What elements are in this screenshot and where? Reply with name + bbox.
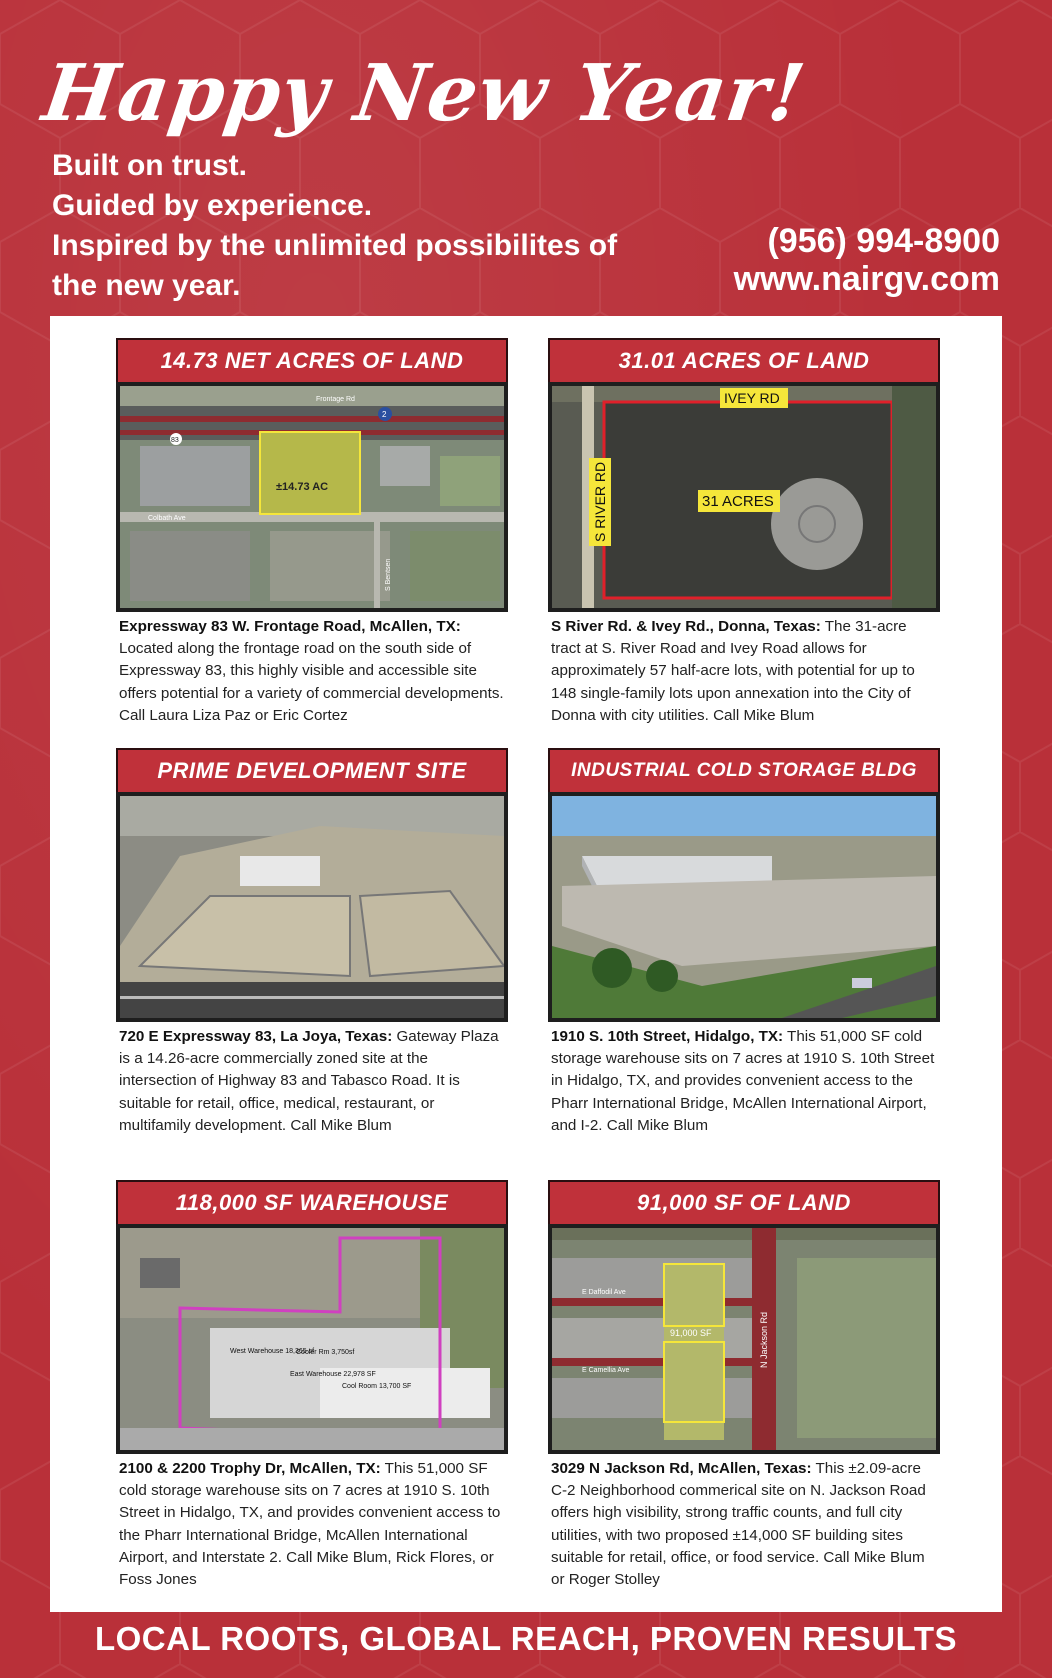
tagline-line: the new year. <box>52 269 241 302</box>
map-label: Frontage Rd <box>316 396 355 403</box>
listing-description <box>116 1458 508 1591</box>
tagline-line: Guided by experience. <box>52 189 373 222</box>
map-label: IVEY RD <box>724 390 780 406</box>
listing-heading: PRIME DEVELOPMENT SITE <box>116 748 508 792</box>
listing-heading: 14.73 NET ACRES OF LAND <box>116 338 508 382</box>
listing-description <box>548 1458 940 1591</box>
contact-info <box>734 222 1000 298</box>
map-label: East Warehouse 22,978 SF <box>290 1371 376 1378</box>
listing-description <box>116 616 508 727</box>
map-label: West Warehouse 18,365 sf <box>230 1348 315 1355</box>
listing-card[interactable] <box>548 748 940 1137</box>
aerial-map-image <box>116 1224 508 1454</box>
map-label: N Jackson Rd <box>759 1311 769 1368</box>
aerial-photo-image <box>548 792 940 1022</box>
map-label: 91,000 SF <box>670 1328 712 1338</box>
listing-address: 720 E Expressway 83, La Joya, Texas: <box>119 1028 393 1045</box>
listing-address: 2100 & 2200 Trophy Dr, McAllen, TX: <box>119 1460 381 1477</box>
map-label: ±14.73 AC <box>276 481 329 493</box>
listing-text: This ±2.09-acre C-2 Neighborhood commerical site on N. Jackson Road offers high visibility, strong traffic counts, and full city utilities, with two proposed ±14,000 SF building sites suitable for retail, office, or food service. Call Mike Blum or Roger Stolley <box>551 1460 926 1589</box>
listing-heading: INDUSTRIAL COLD STORAGE BLDG <box>548 748 940 792</box>
aerial-map-image <box>548 1224 940 1454</box>
listing-text: Gateway Plaza is a 14.26-acre commercially zoned site at the intersection of Highway 83 and Tabasco Road. It is suitable for retail, office, medical, restaurant, or multifamily development. Call Mike Blum <box>119 1028 499 1134</box>
phone-number[interactable]: (956) 994-8900 <box>767 222 1000 260</box>
listing-address: 3029 N Jackson Rd, McAllen, Texas: <box>551 1460 812 1477</box>
listing-address: Expressway 83 W. Frontage Road, McAllen, TX: <box>119 618 461 635</box>
page-title: Happy New Year! <box>37 48 811 139</box>
listing-heading: 31.01 ACRES OF LAND <box>548 338 940 382</box>
map-label: E Camellia Ave <box>582 1367 630 1374</box>
map-label: E Daffodil Ave <box>582 1289 626 1296</box>
listing-address: S River Rd. & Ivey Rd., Donna, Texas: <box>551 618 821 635</box>
listing-description <box>548 1026 940 1137</box>
map-label: S RIVER RD <box>592 461 608 542</box>
listing-text: The 31-acre tract at S. River Road and Ivey Road allows for approximately 57 half-acre lots, with potential for up to 148 single-family lots upon annexation into the City of Donna with city utilities. Call Mike Blum <box>551 618 915 724</box>
tagline <box>52 146 617 306</box>
listing-heading: 118,000 SF WAREHOUSE <box>116 1180 508 1224</box>
aerial-photo-image <box>116 792 508 1022</box>
listing-card[interactable] <box>116 338 508 727</box>
map-label: Colbath Ave <box>148 515 186 522</box>
listing-card[interactable] <box>548 1180 940 1591</box>
website-link[interactable]: www.nairgv.com <box>733 260 1000 298</box>
listing-card[interactable] <box>548 338 940 727</box>
tagline-line: Built on trust. <box>52 149 247 182</box>
listing-text: This 51,000 SF cold storage warehouse sits on 7 acres at 1910 S. 10th Street in Hidalgo, TX, and provides convenient access to the Pharr International Bridge, McAllen International Airport, and I-2. Call Mike Blum <box>551 1028 935 1134</box>
map-label: 2 <box>382 410 387 419</box>
map-label: Cooler Rm 3,750sf <box>296 1349 355 1356</box>
map-label: Cool Room 13,700 SF <box>342 1383 412 1390</box>
aerial-map-image <box>116 382 508 612</box>
listing-description <box>116 1026 508 1137</box>
listing-card[interactable] <box>116 1180 508 1591</box>
footer-slogan: LOCAL ROOTS, GLOBAL REACH, PROVEN RESULTS <box>94 1620 958 1657</box>
listing-description <box>548 616 940 727</box>
listing-text: Located along the frontage road on the south side of Expressway 83, this highly visible and accessible site offers potential for a variety of commercial developments. Call Laura Liza Paz or Eric Cortez <box>119 640 504 724</box>
aerial-map-image <box>548 382 940 612</box>
listing-heading: 91,000 SF OF LAND <box>548 1180 940 1224</box>
listing-text: This 51,000 SF cold storage warehouse sits on 7 acres at 1910 S. 10th Street in Hidalgo, TX, and provides convenient access to the Pharr International Bridge, McAllen International Airport, and Interstate 2. Call Mike Blum, Rick Flores, or Foss Jones <box>119 1460 501 1589</box>
map-label: 83 <box>171 437 179 444</box>
map-label: S Bentsen <box>385 558 392 591</box>
tagline-line: Inspired by the unlimited possibilites of <box>52 229 618 262</box>
map-label: 31 ACRES <box>702 493 774 510</box>
listing-card[interactable] <box>116 748 508 1137</box>
listings-panel <box>50 316 1002 1612</box>
listing-address: 1910 S. 10th Street, Hidalgo, TX: <box>551 1028 784 1045</box>
